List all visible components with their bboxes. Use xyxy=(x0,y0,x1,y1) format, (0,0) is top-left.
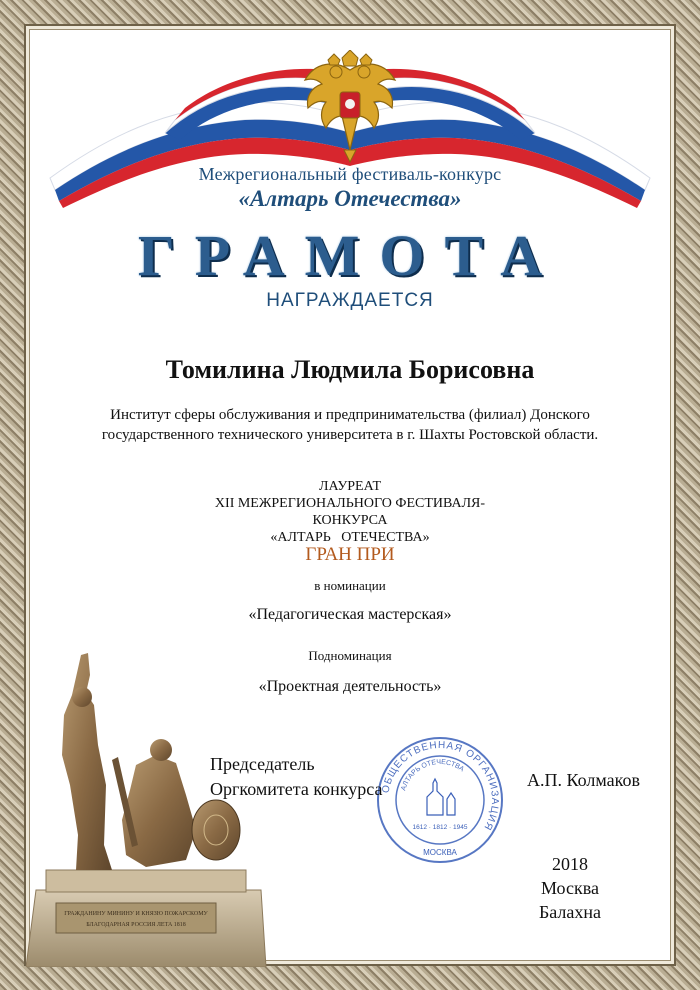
festival-title-line2: «Алтарь Отечества» xyxy=(238,186,462,211)
awarded-label: НАГРАЖДАЕТСЯ xyxy=(266,290,434,311)
recipient-institution xyxy=(90,405,610,445)
city-balakhna: Балахна xyxy=(538,902,602,922)
signer-name: А.П. Колмаков xyxy=(527,770,640,790)
seal-city: МОСКВА xyxy=(423,848,457,857)
city-moscow: Москва xyxy=(541,878,599,898)
coat-of-arms-icon xyxy=(300,50,400,165)
year: 2018 xyxy=(552,854,588,874)
minin-pozharsky-monument-image xyxy=(26,645,271,967)
date-place-block xyxy=(525,852,615,924)
festival-title-line1: Межрегиональный фестиваль-конкурс xyxy=(198,164,502,184)
nomination-value: «Педагогическая мастерская» xyxy=(248,606,452,623)
subnomination-label: Подноминация xyxy=(308,648,392,663)
plaque-line1: ГРАЖДАНИНУ МИНИНУ И КНЯЗЮ ПОЖАРСКОМУ xyxy=(64,911,208,917)
seal-outer-text: ОБЩЕСТВЕННАЯ ОРГАНИЗАЦИЯ xyxy=(380,739,501,833)
laureate-label: ЛАУРЕАТ xyxy=(318,479,382,494)
laureate-block xyxy=(180,478,520,546)
chairman-line2: Оргкомитета конкурса xyxy=(210,779,383,799)
festival-name-line1: XII МЕЖРЕГИОНАЛЬНОГО ФЕСТИВАЛЯ-КОНКУРСА xyxy=(214,496,486,528)
seal-inner-text: АЛТАРЬ ОТЕЧЕСТВА xyxy=(400,758,466,792)
institution-line2: государственного технического университета в г. Шахты Ростовской области. xyxy=(101,427,599,443)
nomination-label: в номинации xyxy=(314,578,386,593)
seal-years: 1612 · 1812 · 1945 xyxy=(412,824,468,831)
grand-prix-label: ГРАН ПРИ xyxy=(305,544,395,565)
certificate-title: ГРАМОТА xyxy=(137,223,563,288)
subnomination-value: «Проектная деятельность» xyxy=(258,678,442,695)
chairman-line1: Председатель xyxy=(210,754,315,774)
recipient-name: Томилина Людмила Борисовна xyxy=(165,355,535,384)
organization-seal-stamp xyxy=(375,735,505,865)
plaque-line2: БЛАГОДАРНАЯ РОССИЯ ЛЕТА 1818 xyxy=(86,922,186,928)
institution-line1: Институт сферы обслуживания и предпринимательства (филиал) Донского xyxy=(110,407,590,423)
festival-name-line2: «АЛТАРЬ ОТЕЧЕСТВА» xyxy=(270,530,430,545)
